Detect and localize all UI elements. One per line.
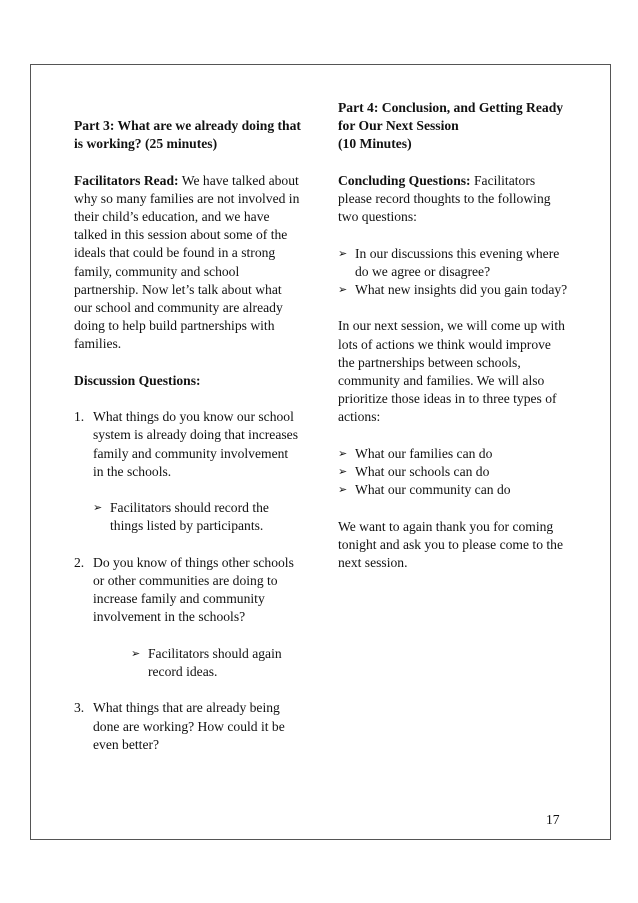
- discussion-questions-list: [74, 408, 302, 754]
- arrow-bullet-icon: ➢: [338, 483, 348, 497]
- question-text: Do you know of things other schools or other communities are doing to increase family and community involvement in the schools?: [93, 554, 294, 625]
- list-item: [131, 645, 302, 681]
- part4-duration: (10 Minutes): [338, 136, 412, 152]
- part3-heading: Part 3: What are we already doing that is working? (25 minutes): [74, 118, 301, 152]
- bullet-text: What new insights did you gain today?: [355, 282, 568, 297]
- part4-heading: Part 4: Conclusion, and Getting Ready for Our Next Session: [338, 100, 564, 134]
- bullet-text: What our families can do: [355, 445, 493, 461]
- bullet-text: Facilitators should record the things listed by participants.: [110, 500, 269, 534]
- list-item: [338, 281, 570, 299]
- facilitators-read-paragraph: [74, 172, 302, 354]
- concluding-questions-label: Concluding Questions:: [338, 172, 471, 188]
- list-item: [338, 481, 570, 499]
- list-item: [338, 245, 570, 281]
- concluding-questions-text: Facilitators please record thoughts to the following two questions:: [338, 172, 551, 225]
- question-number: 1.: [74, 409, 85, 425]
- discussion-questions-heading: Discussion Questions:: [74, 372, 201, 388]
- closing-paragraph: We want to again thank you for coming tonight and ask you to please come to the next session.: [338, 518, 564, 570]
- question-number: 2.: [74, 554, 85, 570]
- page-number: 17: [546, 812, 560, 827]
- arrow-bullet-icon: ➢: [93, 501, 103, 515]
- question-2-bullets: [131, 645, 302, 681]
- concluding-questions-list: [338, 245, 570, 300]
- list-item: [338, 463, 570, 481]
- arrow-bullet-icon: ➢: [338, 246, 348, 260]
- list-item: [93, 499, 302, 535]
- question-text: What things do you know our school system is already doing that increases family and community involvement in the schools.: [93, 409, 298, 479]
- question-1: [74, 408, 302, 554]
- question-text: What things that are already being done are working? How could it be even better?: [93, 700, 285, 752]
- bullet-text: What our community can do: [355, 482, 511, 498]
- bullet-text: In our discussions this evening where do we agree or disagree?: [355, 245, 560, 279]
- facilitators-read-label: Facilitators Read:: [74, 172, 179, 188]
- arrow-bullet-icon: ➢: [338, 465, 348, 478]
- question-number: 3.: [74, 700, 85, 716]
- concluding-questions-paragraph: [338, 172, 570, 227]
- question-2: [74, 554, 302, 700]
- left-column: [74, 117, 302, 754]
- list-item: [338, 445, 570, 463]
- action-types-list: [338, 445, 570, 500]
- question-3: [74, 699, 302, 754]
- arrow-bullet-icon: ➢: [338, 446, 348, 460]
- bullet-text: What our schools can do: [355, 464, 490, 479]
- facilitators-read-text: We have talked about why so many families are not involved in their child’s education, and we have talked in this session about some of the ideals that could be found in a strong family, community and school partnership. Now let’s talk about what our school and community are already doing to help build partnerships with families.: [74, 172, 300, 352]
- next-session-paragraph: In our next session, we will come up with lots of actions we think would improve the partnerships between schools, community and families. We will also prioritize those ideas in to three types of actions:: [338, 318, 565, 425]
- question-1-bullets: [93, 499, 302, 535]
- bullet-text: Facilitators should again record ideas.: [148, 645, 282, 679]
- right-column: [338, 99, 570, 572]
- arrow-bullet-icon: ➢: [131, 646, 141, 660]
- arrow-bullet-icon: ➢: [338, 283, 348, 296]
